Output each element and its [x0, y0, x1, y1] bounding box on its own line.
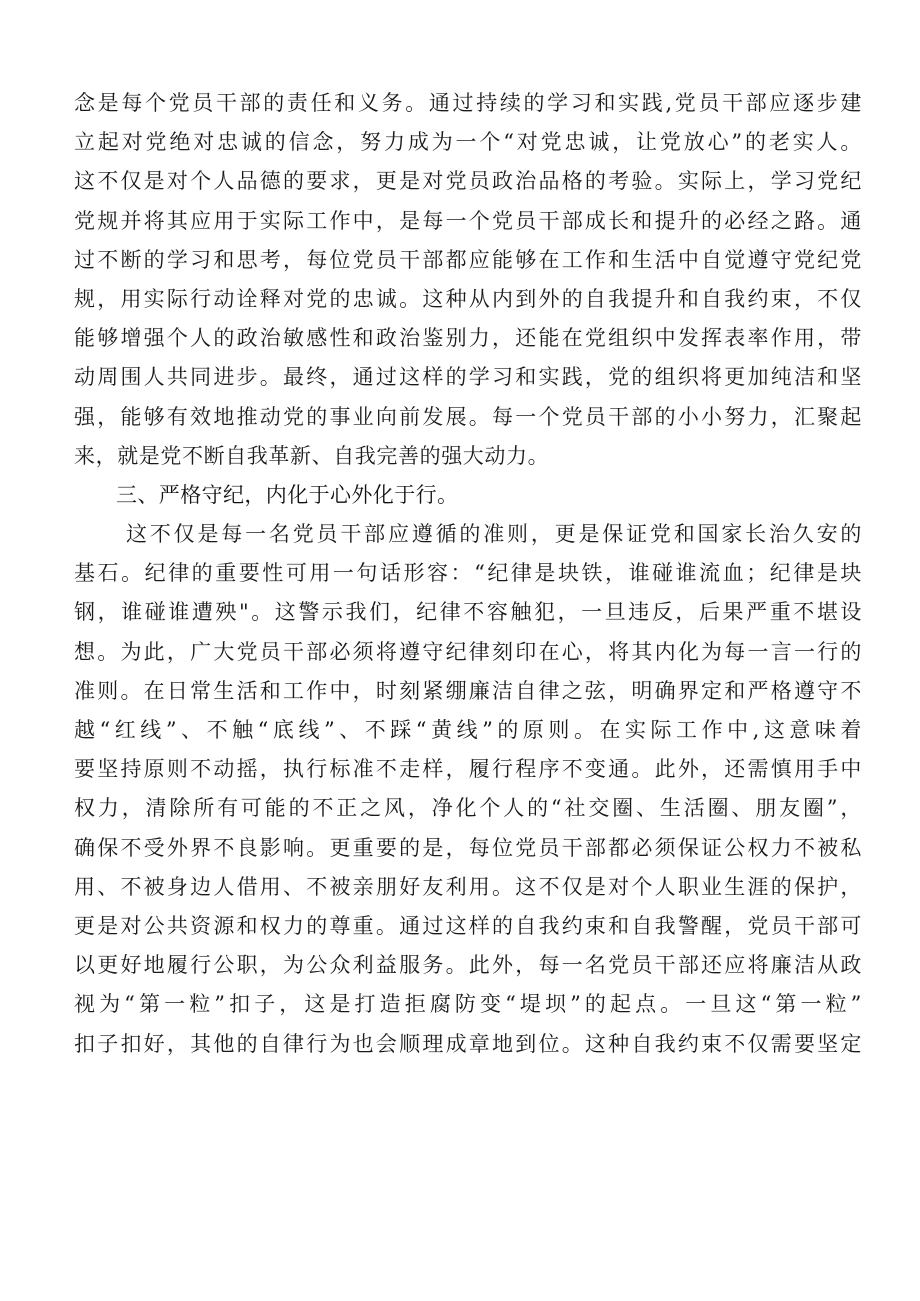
- text-line: 要坚持原则不动摇，执行标准不走样，履行程序不变通。此外，还需慎用手中: [74, 757, 862, 782]
- text-line: 扣子扣好，其他的自律行为也会顺理成章地到位。这种自我约束不仅需要坚定: [74, 1031, 862, 1056]
- text-line: 确保不受外界不良影响。更重要的是，每位党员干部都必须保证公权力不被私: [74, 835, 862, 860]
- text-line: 动周围人共同进步。最终，通过这样的学习和实践，党的组织将更加纯洁和坚: [74, 365, 862, 390]
- text-line: 钢，谁碰谁遭殃"。这警示我们，纪律不容触犯，一旦违反，后果严重不堪设: [74, 600, 862, 625]
- text-line: 立起对党绝对忠诚的信念，努力成为一个“对党忠诚，让党放心”的老实人。: [74, 130, 862, 155]
- text-line: 以更好地履行公职，为公众利益服务。此外，每一名党员干部还应将廉洁从政: [74, 953, 862, 978]
- text-line: 基石。纪律的重要性可用一句话形容：“纪律是块铁，谁碰谁流血；纪律是块: [74, 561, 862, 586]
- text-line: 更是对公共资源和权力的尊重。通过这样的自我约束和自我警醒，党员干部可: [74, 913, 862, 938]
- text-line: 这不仅是对个人品德的要求，更是对党员政治品格的考验。实际上，学习党纪: [74, 169, 862, 194]
- text-line: 用、不被身边人借用、不被亲朋好友利用。这不仅是对个人职业生涯的保护，: [74, 874, 862, 899]
- text-line: 念是每个党员干部的责任和义务。通过持续的学习和实践,党员干部应逐步建: [74, 91, 862, 115]
- text-line: 党规并将其应用于实际工作中，是每一个党员干部成长和提升的必经之路。通: [74, 208, 862, 233]
- text-line: 视为“第一粒”扣子，这是打造拒腐防变“堤坝”的起点。一旦这“第一粒”: [74, 992, 862, 1017]
- text-line: 强，能够有效地推动党的事业向前发展。每一个党员干部的小小努力，汇聚起: [74, 404, 862, 429]
- paragraph-1: [74, 84, 862, 476]
- text-line: 准则。在日常生活和工作中，时刻紧绷廉洁自律之弦，明确界定和严格遵守不: [74, 678, 862, 703]
- text-line: 想。为此，广大党员干部必须将遵守纪律刻印在心，将其内化为每一言一行的: [74, 639, 862, 664]
- text-line: 越“红线”、不触“底线”、不踩“黄线”的原则。在实际工作中,这意味着: [74, 718, 862, 742]
- text-line: 规，用实际行动诠释对党的忠诚。这种从内到外的自我提升和自我约束，不仅: [74, 286, 862, 311]
- text-line: 过不断的学习和思考，每位党员干部都应能够在工作和生活中自觉遵守党纪党: [74, 247, 862, 272]
- text-line: 这不仅是每一名党员干部应遵循的准则，更是保证党和国家长治久安的: [126, 522, 862, 547]
- text-line: 来，就是党不断自我革新、自我完善的强大动力。: [74, 443, 550, 468]
- document-body: [74, 84, 862, 1064]
- paragraph-2: [74, 515, 862, 1064]
- text-line: 能够增强个人的政治敏感性和政治鉴别力，还能在党组织中发挥表率作用，带: [74, 326, 862, 351]
- section-heading: 三、严格守纪，内化于心外化于行。: [116, 482, 459, 507]
- text-line: 权力，清除所有可能的不正之风，净化个人的“社交圈、生活圈、朋友圈”，: [74, 796, 862, 821]
